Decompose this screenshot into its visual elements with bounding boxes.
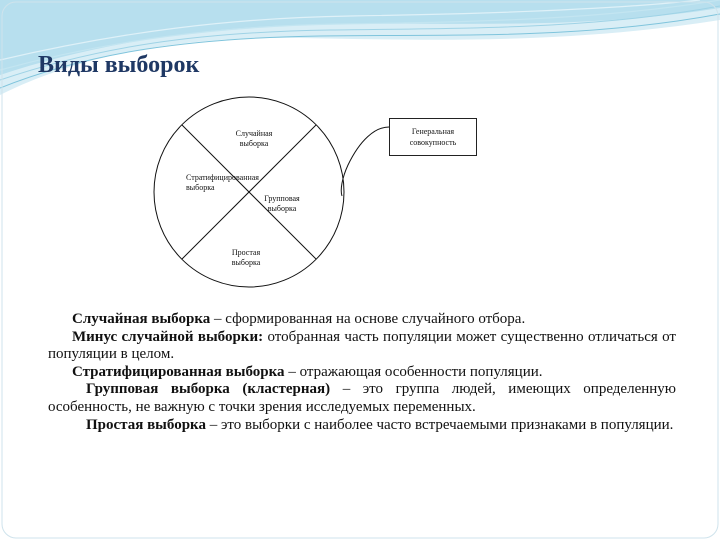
term-simple: Простая выборка: [86, 416, 206, 433]
population-box: [389, 118, 477, 156]
segment-label-random: [224, 129, 284, 149]
segment-label-line: выборка: [186, 183, 215, 192]
segment-label-simple: [218, 248, 274, 268]
slide-title: Виды выборок: [38, 52, 200, 78]
segment-label-group: [256, 194, 308, 214]
segment-label-line: выборка: [231, 258, 261, 267]
term-group: Групповая выборка (кластерная): [86, 381, 331, 398]
description-text: [48, 311, 676, 434]
definition-random-minus: отобранная часть популяции может существенно отличаться от популяции в целом.: [48, 328, 676, 363]
population-box-line: совокупность: [409, 138, 457, 147]
segment-label-line: выборка: [239, 139, 269, 148]
paragraph-stratified: [48, 364, 676, 382]
definition-group: – это группа людей, имеющих определенную особенность, не важную с точки зрения исследуемых переменных.: [48, 381, 676, 415]
segment-label-line: Стратифицированная: [186, 173, 259, 182]
definition-random: – сформированная на основе случайного отбора.: [210, 311, 526, 327]
segment-label-line: Случайная: [235, 129, 273, 138]
connector-line: [341, 127, 389, 196]
paragraph-random: [48, 311, 676, 329]
term-random: Случайная выборка: [72, 311, 211, 327]
paragraph-random-minus: [48, 329, 676, 364]
definition-stratified: – отражающая особенности популяции.: [284, 363, 543, 380]
segment-label-line: выборка: [267, 204, 297, 213]
term-random-minus: Минус случайной выборки:: [72, 328, 264, 345]
paragraph-simple: [48, 417, 676, 435]
segment-label-stratified: [186, 173, 278, 193]
segment-label-line: Групповая: [264, 194, 300, 203]
definition-simple: – это выборки с наиболее часто встречаемыми признаками в популяции.: [205, 416, 674, 433]
population-box-line: Генеральная: [411, 127, 455, 136]
segment-label-line: Простая: [231, 248, 261, 257]
term-stratified: Стратифицированная выборка: [72, 363, 285, 380]
paragraph-group: [48, 381, 676, 416]
